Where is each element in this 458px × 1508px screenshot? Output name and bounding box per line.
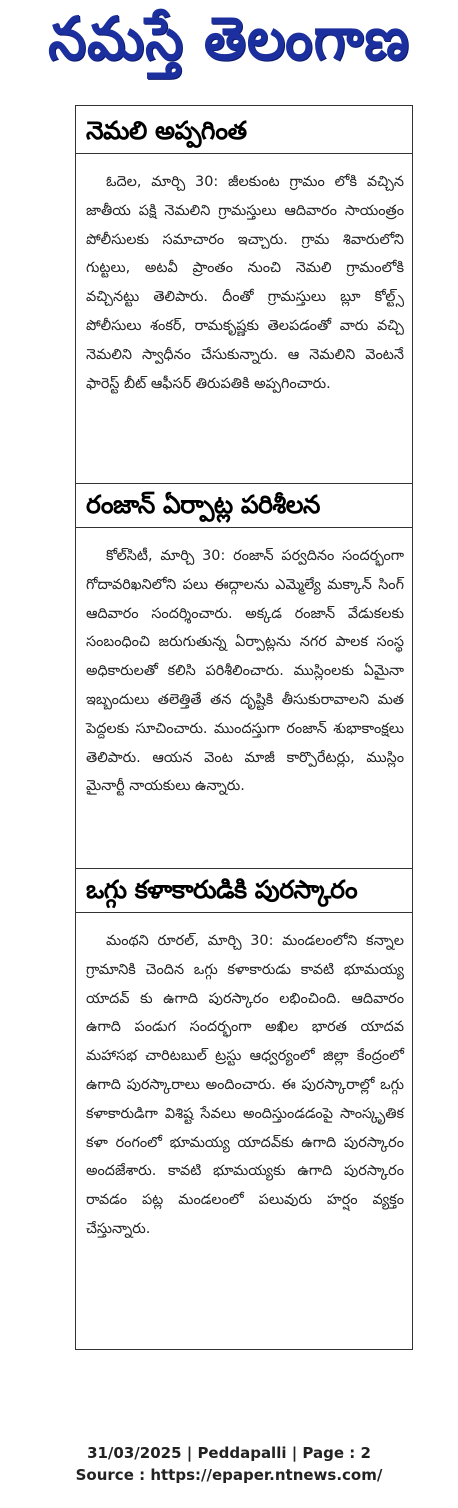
bottom-border [76,1349,412,1350]
article-ramzan [76,489,412,801]
article-peacock [76,115,412,398]
footer-source [0,1466,458,1484]
article-headline: నెమలి అప్పగింత [86,116,247,145]
news-clipping [75,105,413,1350]
article-headline: ఒగ్గు కళాకారుడికి పురస్కారం [86,875,358,904]
article-body: మంథని రూరల్, మార్చి 30: మండలంలోని కన్నాల గ్రామానికి చెందిన ఒగ్గు కళాకారుడు కావటి భూమయ్య యాదవ్ కు ఉగాది పురస్కారం లభించింది. ఆదివారం ఉగాది పండుగ సందర్భంగా అఖిల భారత యాదవ మహాసభ చారిటబుల్ ట్రస్టు ఆధ్వర్యంలో జిల్లా కేంద్రంలో ఉగాది పురస్కారాలు అందించారు. ఈ పురస్కారాల్లో ఒగ్గు కళాకారుడిగా విశిష్ట సేవలు అందిస్తుండడంపై సాంస్కృతిక కళా రంగంలో భూమయ్య యాదవ్‌కు ఉగాది పురస్కారం అందజేశారు. కావటి భూమయ్యకు ఉగాది పురస్కారం రావడం పట్ల మండలంలో పలువురు హర్షం వ్యక్తం చేస్తున్నారు. [86,933,404,1237]
masthead-logo: నమస్తే తెలంగాణ [48,3,410,73]
masthead [0,0,458,92]
article-body: ఓదెల, మార్చి 30: జీలకుంట గ్రామం లోకి వచ్చిన జాతీయ పక్షి నెమలిని గ్రామస్తులు ఆదివారం సాయంత్రం పోలీసులకు సమాచారం ఇచ్చారు. గ్రామ శివారులోని గుట్టలు, అటవీ ప్రాంతం నుంచి నెమలి గ్రామంలోకి వచ్చినట్టు తెలిపారు. దీంతో గ్రామస్తులు బ్లూ కోల్ట్స్ పోలీసులు శంకర్, రామకృష్ణకు తెలపడంతో వారు వచ్చి నెమలిని స్వాధీనం చేసుకున్నారు. ఆ నెమలిని వెంటనే ఫారెస్ట్ బీట్ ఆఫీసర్ తిరుపతికి అప్పగించారు. [86,174,404,392]
article-separator [76,483,412,484]
article-oggu-award [76,874,412,1244]
footer-dateline [0,1444,458,1462]
footer-source-url: Source : https://epaper.ntnews.com/ [75,1466,383,1484]
article-body: కోల్‌సిటీ, మార్చి 30: రంజాన్ పర్వదినం సందర్భంగా గోదావరిఖనిలోని పలు ఈద్గాలను ఎమ్మెల్యే మక్కాన్ సింగ్ ఆదివారం సందర్శించారు. అక్కడ రంజాన్ వేడుకలకు సంబంధించి జరుగుతున్న ఏర్పాట్లను నగర పాలక సంస్థ అధికారులతో కలిసి పరిశీలించారు. ముస్లింలకు ఏమైనా ఇబ్బందులు తలెత్తితే తన దృష్టికి తీసుకురావాలని మత పెద్దలకు సూచించారు. ముందస్తుగా రంజాన్ శుభాకాంక్షలు తెలిపారు. ఆయన వెంట మాజీ కార్పొరేటర్లు, ముస్లిం మైనార్టీ నాయకులు ఉన్నారు. [86,548,404,795]
top-border [76,105,412,106]
article-headline: రంజాన్ ఏర్పాట్ల పరిశీలన [86,490,320,519]
footer-date-edition: 31/03/2025 | Peddapalli | Page : 2 [87,1444,371,1462]
article-separator [76,868,412,869]
